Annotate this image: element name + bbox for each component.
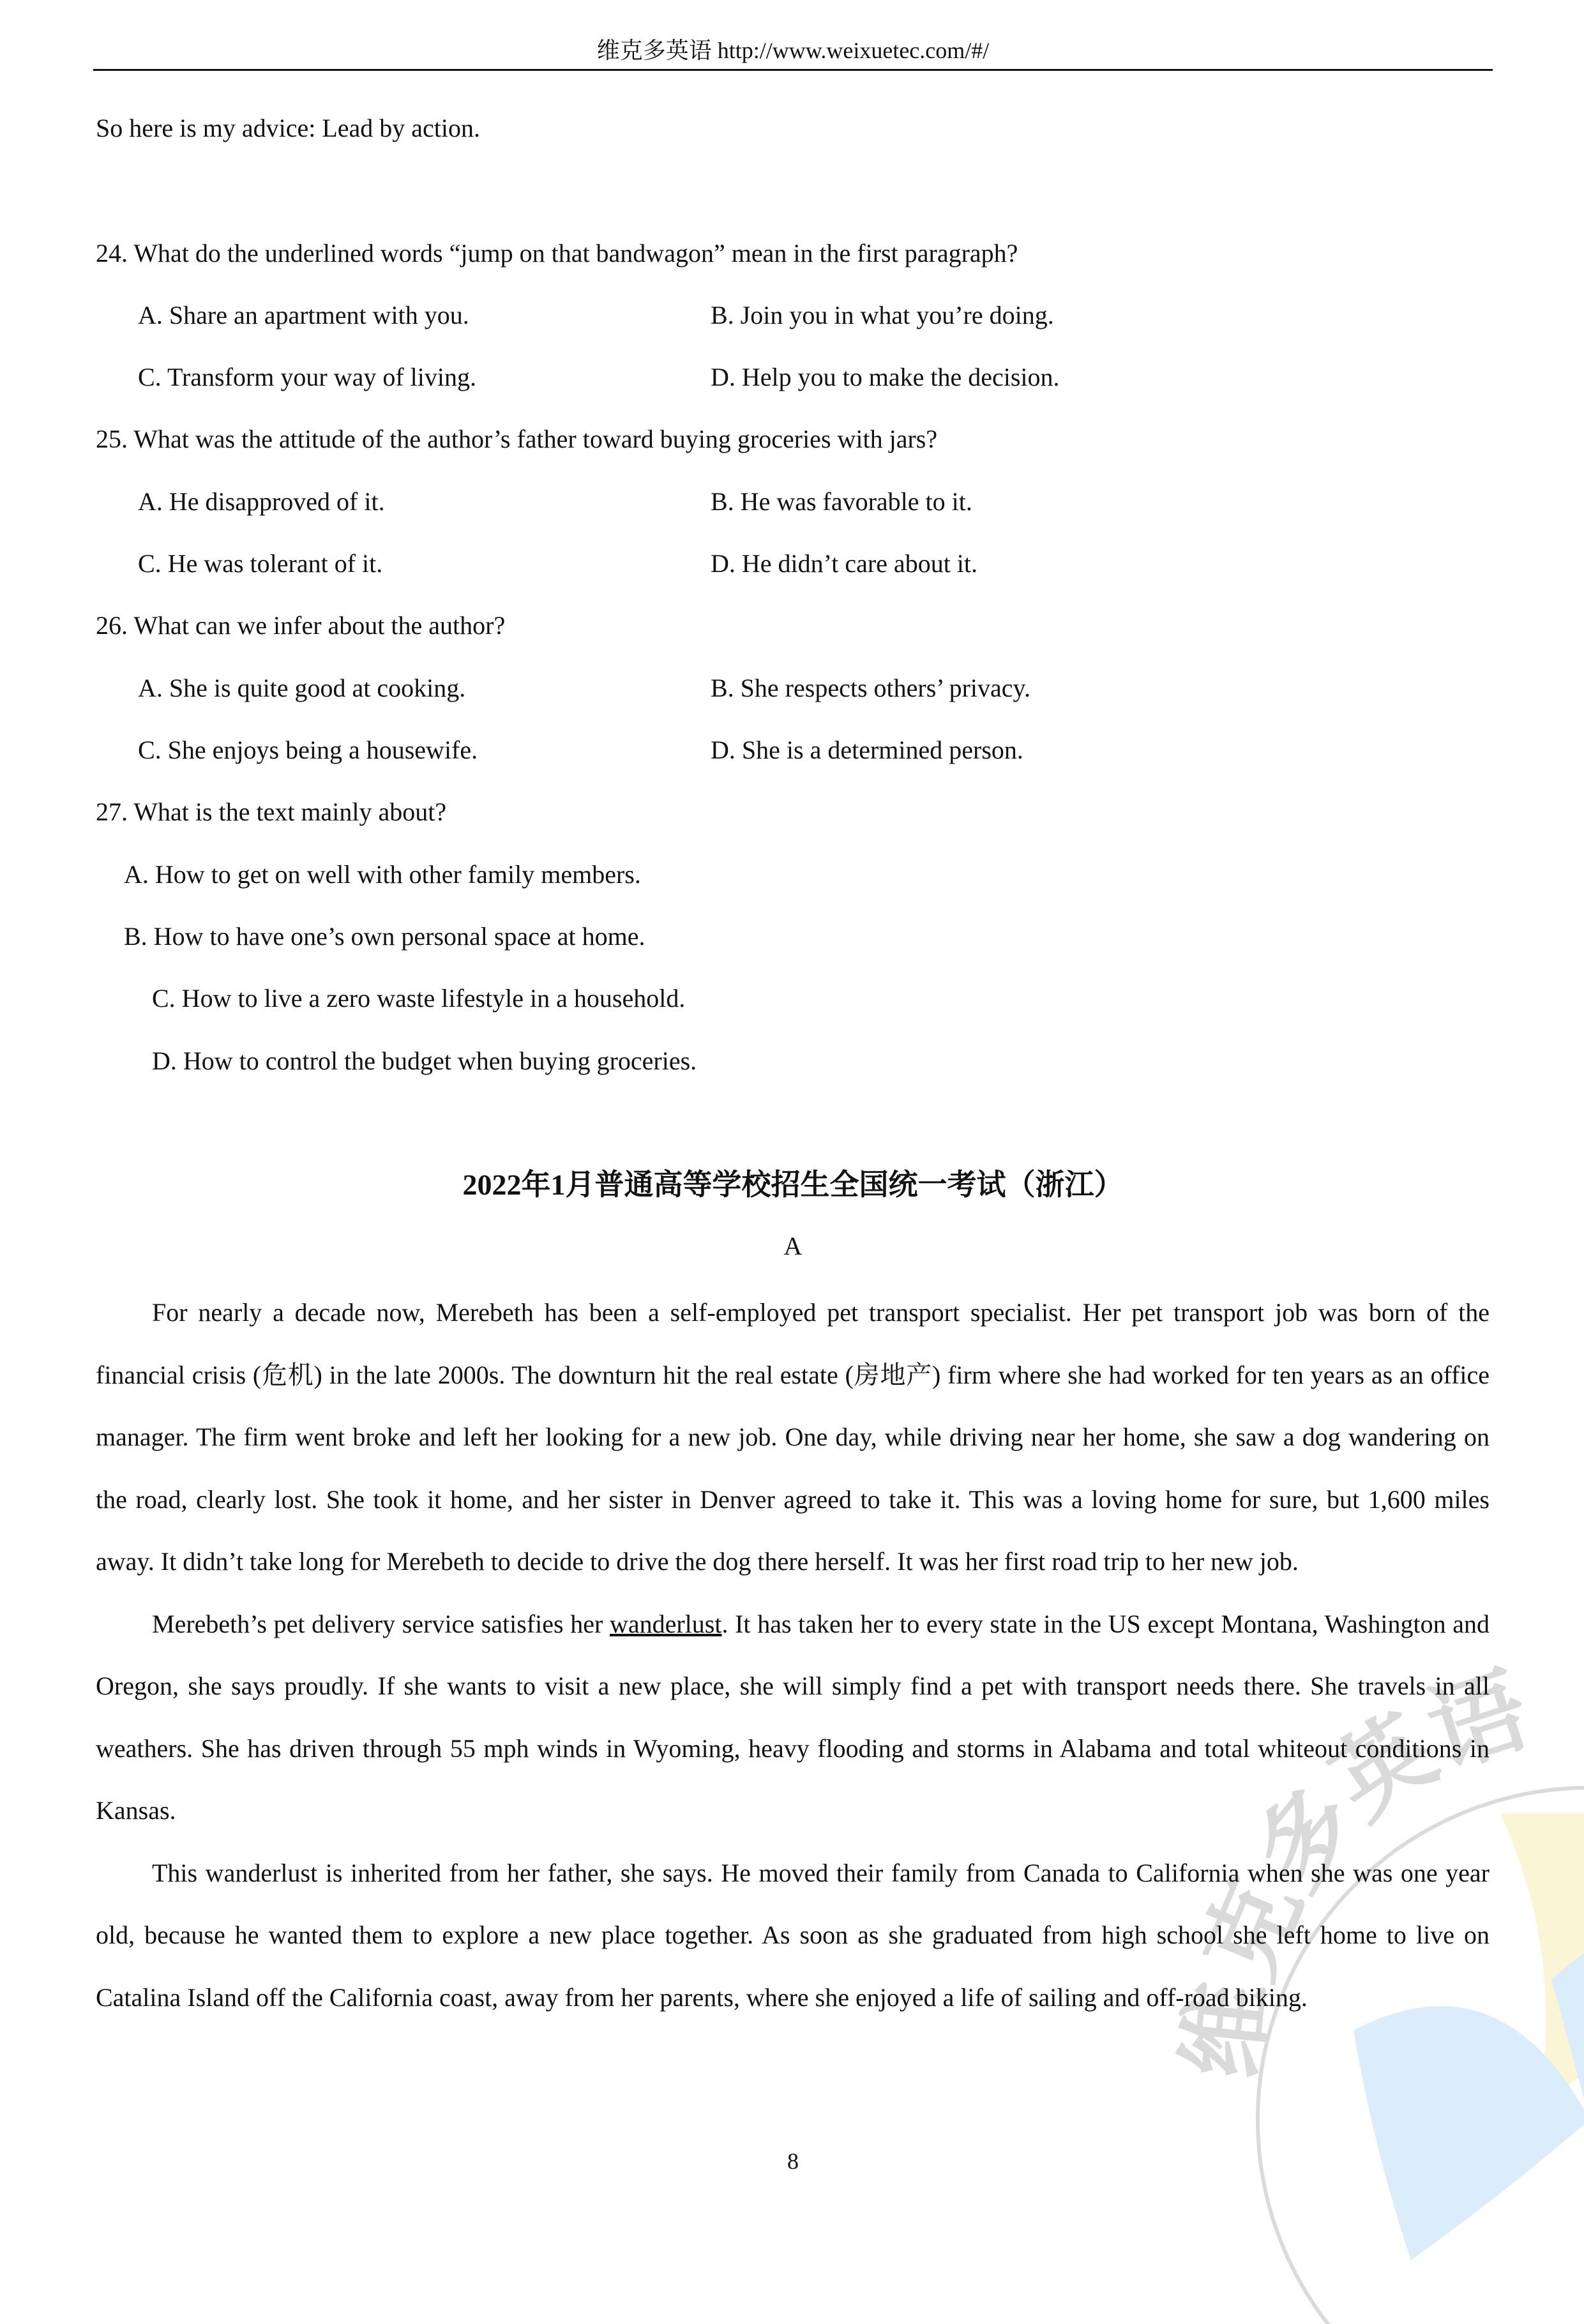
question-26-option-b: B. She respects others’ privacy. bbox=[711, 674, 1030, 702]
passage-paragraph-3: This wanderlust is inherited from her father, she says. He moved their family from Canada to California when she was one year old, because he wanted them to explore a new place together. As soon as she graduated from high school she left home to live on Catalina Island off the California coast, away from her parents, where she enjoyed a life of sailing and off-road biking. bbox=[96, 1858, 1490, 2012]
intro-line: So here is my advice: Lead by action. bbox=[96, 114, 481, 142]
question-27-stem: 27. What is the text mainly about? bbox=[96, 797, 447, 826]
page-number: 8 bbox=[787, 2148, 799, 2174]
paragraph-2-text-end: . It has taken her to every state in the US except Montana, Washington and Oregon, she says proudly. If she wants to visit a new place, she will simply find a pet with transport needs there. She travels in all weathers. She has driven through 55 mph winds in Wyoming, heavy flooding and storms in Alabama and total whiteout conditions in Kansas. bbox=[96, 1609, 1490, 1825]
watermark-blue-shape-right bbox=[1551, 1908, 1584, 2260]
question-25-option-b: B. He was favorable to it. bbox=[711, 487, 972, 516]
question-26-stem: 26. What can we infer about the author? bbox=[96, 611, 506, 640]
exam-title: 2022年1月普通高等学校招生全国统一考试（浙江） bbox=[462, 1168, 1124, 1201]
passage-paragraph-1: For nearly a decade now, Merebeth has been a self-employed pet transport specialist. Her pet transport job was born of the financial crisis (危机) in the late 2000s. The downturn hit the real estate (房地产) firm where she had worked for ten years as an office manager. The firm went broke and left her looking for a new job. One day, while driving near her home, she saw a dog wandering on the road, clearly lost. She took it home, and her sister in Denver agreed to take it. This was a loving home for sure, but 1,600 miles away. It didn’t take long for Merebeth to decide to drive the dog there herself. It was her first road trip to her new job. bbox=[96, 1298, 1490, 1576]
watermark-yellow-shape bbox=[1500, 1813, 1584, 2107]
question-27-option-a: A. How to get on well with other family members. bbox=[124, 860, 641, 889]
watermark-text-path: 维克多英语 bbox=[1166, 1654, 1541, 2084]
question-24-option-a: A. Share an apartment with you. bbox=[138, 301, 469, 329]
question-26-option-c: C. She enjoys being a housewife. bbox=[138, 736, 478, 764]
watermark-blue-shape-left bbox=[1354, 2006, 1584, 2260]
question-27-option-c: C. How to live a zero waste lifestyle in a household. bbox=[152, 984, 686, 1013]
question-24-option-d: D. Help you to make the decision. bbox=[711, 363, 1060, 391]
question-26-option-a: A. She is quite good at cooking. bbox=[138, 674, 466, 702]
question-25-stem: 25. What was the attitude of the author’s father toward buying groceries with jars? bbox=[96, 425, 938, 453]
passage-a bbox=[96, 1281, 1490, 2028]
section-label: A bbox=[783, 1232, 803, 1260]
question-24-stem: 24. What do the underlined words “jump on that bandwagon” mean in the first paragraph? bbox=[96, 239, 1018, 268]
question-27-option-b: B. How to have one’s own personal space at home. bbox=[124, 922, 645, 951]
question-27-option-d: D. How to control the budget when buying groceries. bbox=[152, 1046, 697, 1075]
question-26-option-d: D. She is a determined person. bbox=[711, 736, 1023, 764]
underlined-word-wanderlust: wanderlust bbox=[609, 1609, 722, 1638]
paragraph-2-text-start: Merebeth’s pet delivery service satisfies her bbox=[152, 1609, 610, 1638]
passage-paragraph-2 bbox=[96, 1593, 1490, 1842]
question-25-option-d: D. He didn’t care about it. bbox=[711, 549, 978, 578]
question-24-option-b: B. Join you in what you’re doing. bbox=[711, 301, 1054, 329]
question-25-option-c: C. He was tolerant of it. bbox=[138, 549, 383, 578]
page-header: 维克多英语 http://www.weixuetec.com/#/ bbox=[596, 38, 990, 63]
question-24-option-c: C. Transform your way of living. bbox=[138, 363, 476, 391]
question-25-option-a: A. He disapproved of it. bbox=[138, 487, 385, 516]
header-rule bbox=[93, 69, 1493, 71]
